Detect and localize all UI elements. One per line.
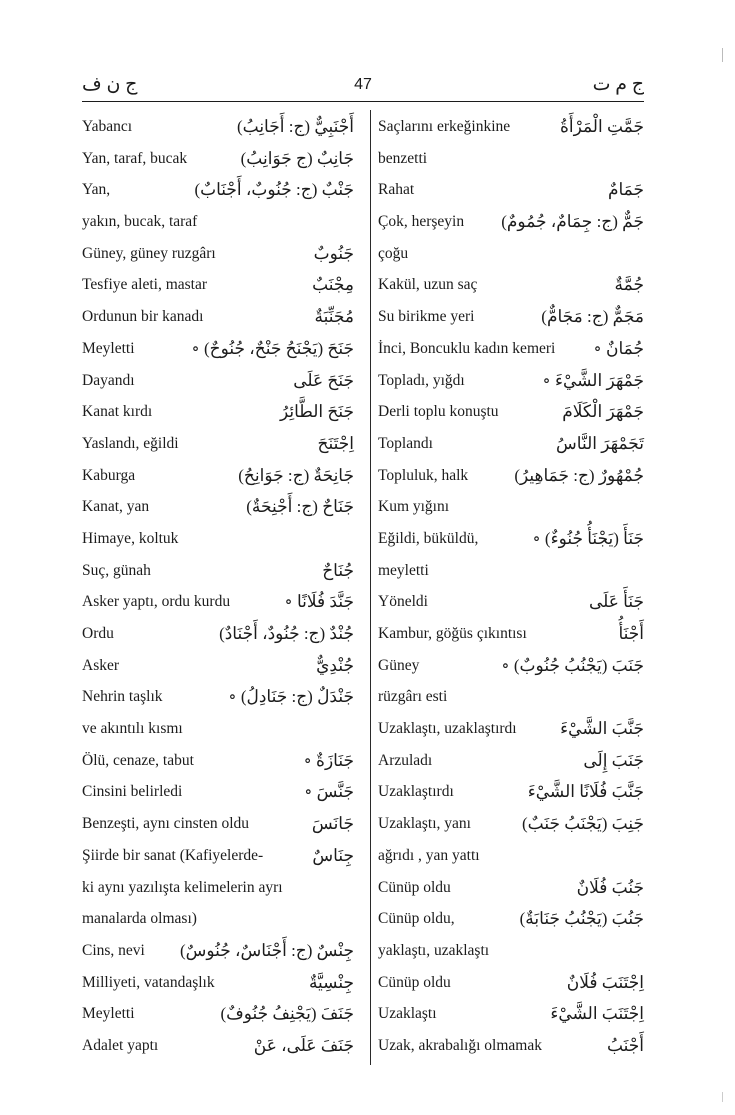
dictionary-entry <box>378 713 644 745</box>
arabic-headword: جَنَفَ (يَجْنِفُ جُنُوفٌ) <box>220 1004 354 1024</box>
dictionary-entry <box>378 111 644 143</box>
arabic-headword: جَنِبَ (يَجْنَبُ جَنَبٌ) <box>521 814 644 834</box>
arabic-headword: جَنَّدَ فُلَانًا ∘ <box>284 592 354 612</box>
turkish-meaning: Kanat, yan <box>82 498 150 516</box>
dictionary-entry <box>378 586 644 618</box>
dictionary-entry <box>378 935 644 967</box>
dictionary-entry <box>378 872 644 904</box>
dictionary-entry <box>82 143 354 175</box>
turkish-meaning: Su birikme yeri <box>378 308 475 326</box>
arabic-headword: جَنَاحٌ (ج: أَجْنِحَةٌ) <box>246 497 354 517</box>
arabic-headword: جَانِحَةٌ (ج: جَوَانِحُ) <box>238 465 354 485</box>
left-column <box>82 111 354 1062</box>
turkish-meaning: Meyletti <box>82 1005 135 1023</box>
turkish-meaning: ve akıntılı kısmı <box>82 720 183 738</box>
turkish-meaning: Milliyeti, vatandaşlık <box>82 973 215 991</box>
dictionary-entry <box>82 238 354 270</box>
dictionary-entry <box>82 650 354 682</box>
turkish-meaning: Himaye, koltuk <box>82 529 179 547</box>
arabic-headword: أَجْنَأُ <box>618 624 644 643</box>
dictionary-entry <box>378 523 644 555</box>
arabic-headword: جَنَحَ (يَجْنَحُ جَنْحٌ، جُنُوحٌ) ∘ <box>191 338 354 358</box>
turkish-meaning: Nehrin taşlık <box>82 688 163 706</box>
turkish-meaning: Eğildi, büküldü, <box>378 529 479 547</box>
arabic-headword: جُنَاحٌ <box>322 560 354 580</box>
arabic-headword: تَجَمْهَرَ النَّاسُ <box>556 433 644 453</box>
turkish-meaning: Yabancı <box>82 118 133 135</box>
dictionary-entry <box>82 967 354 999</box>
arabic-headword: جُمْهُورٌ (ج: جَمَاهِيرُ) <box>514 465 644 485</box>
dictionary-entry <box>378 840 644 872</box>
arabic-headword: جُنْدٌ (ج: جُنُودٌ، أَجْنَادٌ) <box>219 624 354 643</box>
arabic-headword: جَنَفَ عَلَى، عَنْ <box>253 1035 354 1055</box>
arabic-headword: جُنْدِيٌّ <box>316 655 354 675</box>
dictionary-entry <box>378 903 644 935</box>
dictionary-entry <box>82 808 354 840</box>
header-right-letters: ج م ت <box>592 74 644 95</box>
arabic-headword: اِجْتَنَبَ فُلَانٌ <box>566 972 644 992</box>
turkish-meaning: Cins, nevi <box>82 941 145 959</box>
right-column <box>378 111 644 1062</box>
turkish-meaning: Ordunun bir kanadı <box>82 308 204 326</box>
turkish-meaning: Asker yaptı, ordu kurdu <box>82 593 231 611</box>
turkish-meaning: Topladı, yığdı <box>378 371 465 389</box>
arabic-headword: اِجْتَنَبَ الشَّيْءَ <box>550 1004 644 1024</box>
dictionary-entry <box>82 713 354 745</box>
dictionary-entry <box>82 460 354 492</box>
dictionary-entry <box>378 206 644 238</box>
turkish-meaning: Güney, güney ruzgârı <box>82 244 216 262</box>
turkish-meaning: Tesfiye aleti, mastar <box>82 276 208 294</box>
turkish-meaning: Kakül, uzun saç <box>378 276 478 294</box>
dictionary-entry <box>378 808 644 840</box>
turkish-meaning: Topluluk, halk <box>378 466 469 484</box>
turkish-meaning: Kanat kırdı <box>82 403 153 421</box>
dictionary-entry <box>82 872 354 904</box>
turkish-meaning: meyletti <box>378 561 429 579</box>
arabic-headword: جَنَأَ عَلَى <box>588 592 644 612</box>
arabic-headword: مَجَمٌّ (ج: مَجَامٌّ) <box>541 307 644 327</box>
turkish-meaning: Cinsini belirledi <box>82 783 183 801</box>
dictionary-entry <box>82 301 354 333</box>
turkish-meaning: Yan, <box>82 181 111 199</box>
turkish-meaning: Toplandı <box>378 434 433 452</box>
arabic-headword: جَمْهَرَ الشَّيْءَ ∘ <box>542 370 644 390</box>
dictionary-entry <box>378 776 644 808</box>
dictionary-entry <box>82 111 354 143</box>
dictionary-entry <box>378 998 644 1030</box>
dictionary-entry <box>378 428 644 460</box>
dictionary-entry <box>82 206 354 238</box>
turkish-meaning: Suç, günah <box>82 561 151 579</box>
dictionary-entry <box>378 365 644 397</box>
arabic-headword: جَنَازَةٌ ∘ <box>303 750 354 770</box>
dictionary-entry <box>378 681 644 713</box>
dictionary-entry <box>82 903 354 935</box>
arabic-headword: جَمْهَرَ الْكَلَامَ <box>562 402 644 422</box>
page-number: 47 <box>354 76 372 93</box>
turkish-meaning: Dayandı <box>82 371 135 389</box>
arabic-headword: جَنْبٌ (ج: جُنُوبٌ، أَجْنَابٌ) <box>194 180 354 200</box>
dictionary-entry <box>378 650 644 682</box>
arabic-headword: جُمَّةٌ <box>614 275 644 295</box>
arabic-headword: جَمَّتِ الْمَرْأَةُ <box>559 117 644 136</box>
dictionary-entry <box>82 935 354 967</box>
turkish-meaning: yaklaştı, uzaklaştı <box>378 941 490 959</box>
arabic-headword: أَجْنَبُ <box>606 1035 644 1055</box>
arabic-headword: جِنَاسٌ <box>312 845 354 865</box>
turkish-meaning: manalarda olması) <box>82 910 197 928</box>
arabic-headword: جَنَحَ عَلَى <box>293 370 354 390</box>
scan-edge-mark <box>722 1092 723 1102</box>
column-divider <box>370 110 371 1065</box>
dictionary-entry <box>82 365 354 397</box>
turkish-meaning: Kaburga <box>82 466 136 484</box>
arabic-headword: مُجَنِّبَةٌ <box>314 307 354 327</box>
dictionary-entry <box>82 618 354 650</box>
dictionary-entry <box>378 745 644 777</box>
header-left-letters: ج ن ف <box>82 74 138 95</box>
turkish-meaning: Meyletti <box>82 339 135 357</box>
turkish-meaning: rüzgârı esti <box>378 688 448 706</box>
arabic-headword: اِجْتَنَحَ <box>317 433 354 453</box>
dictionary-entry <box>378 967 644 999</box>
arabic-headword: جَنُوبٌ <box>313 243 354 263</box>
turkish-meaning: Cünüp oldu <box>378 973 451 991</box>
turkish-meaning: İnci, Boncuklu kadın kemeri <box>378 339 556 357</box>
turkish-meaning: Rahat <box>378 181 415 199</box>
turkish-meaning: Uzak, akrabalığı olmamak <box>378 1036 542 1054</box>
turkish-meaning: Yaslandı, eğildi <box>82 434 179 452</box>
dictionary-entry <box>82 555 354 587</box>
dictionary-entry <box>82 428 354 460</box>
dictionary-entry <box>378 618 644 650</box>
arabic-headword: أَجْنَبِيٌّ (ج: أَجَانِبُ) <box>236 117 354 136</box>
turkish-meaning: Kum yığını <box>378 498 450 516</box>
arabic-headword: جَانَسَ <box>311 814 354 834</box>
dictionary-entry <box>378 555 644 587</box>
dictionary-entry <box>378 238 644 270</box>
turkish-meaning: Çok, herşeyin <box>378 213 465 231</box>
turkish-meaning: Uzaklaştı, uzaklaştırdı <box>378 720 517 738</box>
dictionary-entry <box>378 491 644 523</box>
dictionary-entry <box>82 269 354 301</box>
turkish-meaning: Yan, taraf, bucak <box>82 149 188 167</box>
turkish-meaning: Saçlarını erkeğinkine <box>378 118 511 135</box>
header-rule <box>82 101 644 102</box>
dictionary-entry <box>82 840 354 872</box>
dictionary-entry <box>82 681 354 713</box>
page-header <box>82 72 644 98</box>
arabic-headword: جَنُبَ (يَجْنُبُ جَنَابَةٌ) <box>519 909 644 929</box>
arabic-headword: جَمَامٌ <box>607 180 644 200</box>
turkish-meaning: ağrıdı , yan yattı <box>378 846 480 864</box>
arabic-headword: جَنَأَ (يَجْنَأُ جُنُوءٌ) ∘ <box>532 528 644 548</box>
dictionary-entry <box>378 174 644 206</box>
arabic-headword: جَنَّبَ فُلَانًا الشَّيْءَ <box>527 782 644 802</box>
arabic-headword: جَنَبَ إِلَى <box>583 750 644 770</box>
arabic-headword: جِنْسٌ (ج: أَجْنَاسٌ، جُنُوسٌ) <box>179 940 354 960</box>
dictionary-entry <box>82 586 354 618</box>
turkish-meaning: Benzeşti, aynı cinsten oldu <box>82 815 250 833</box>
turkish-meaning: Ordu <box>82 625 114 642</box>
turkish-meaning: Derli toplu konuştu <box>378 403 499 421</box>
arabic-headword: جَنَبَ (يَجْنُبُ جُنُوبٌ) ∘ <box>501 655 644 675</box>
turkish-meaning: çoğu <box>378 244 409 262</box>
scan-edge-mark <box>722 48 723 62</box>
dictionary-entry <box>82 174 354 206</box>
arabic-headword: مِجْنَبٌ <box>312 275 354 295</box>
dictionary-entry <box>378 301 644 333</box>
dictionary-entry <box>82 998 354 1030</box>
dictionary-entry <box>82 333 354 365</box>
arabic-headword: جَمٌّ (ج: جِمَامٌ، جُمُومٌ) <box>501 212 644 232</box>
dictionary-entry <box>378 1030 644 1062</box>
dictionary-entry <box>82 491 354 523</box>
turkish-meaning: Arzuladı <box>378 751 433 769</box>
turkish-meaning: ki aynı yazılışta kelimelerin ayrı <box>82 878 283 896</box>
arabic-headword: جَنَحَ الطَّائِرُ <box>279 402 354 422</box>
arabic-headword: جَنَّبَ الشَّيْءَ <box>560 719 644 739</box>
turkish-meaning: Adalet yaptı <box>82 1036 159 1054</box>
turkish-meaning: yakın, bucak, taraf <box>82 213 198 231</box>
arabic-headword: جُمَانٌ ∘ <box>593 338 644 358</box>
dictionary-entry <box>378 396 644 428</box>
dictionary-entry <box>82 1030 354 1062</box>
turkish-meaning: Asker <box>82 656 120 674</box>
dictionary-entry <box>82 396 354 428</box>
turkish-meaning: Uzaklaştı, yanı <box>378 815 471 833</box>
dictionary-entry <box>378 333 644 365</box>
turkish-meaning: benzetti <box>378 149 428 167</box>
arabic-headword: جِنْسِيَّةٌ <box>308 972 354 992</box>
arabic-headword: جَانِبٌ (ج جَوَانِبُ) <box>240 148 354 168</box>
dictionary-entry <box>378 269 644 301</box>
turkish-meaning: Uzaklaştı <box>378 1005 437 1023</box>
dictionary-entry <box>82 776 354 808</box>
turkish-meaning: Cünüp oldu, <box>378 910 455 928</box>
arabic-headword: جَنَّسَ ∘ <box>304 782 354 802</box>
turkish-meaning: Cünüp oldu <box>378 878 451 896</box>
arabic-headword: جَنُبَ فُلَانٌ <box>576 877 644 897</box>
dictionary-entry <box>378 460 644 492</box>
dictionary-entry <box>82 523 354 555</box>
dictionary-entry <box>378 143 644 175</box>
dictionary-entry <box>82 745 354 777</box>
turkish-meaning: Ölü, cenaze, tabut <box>82 751 194 769</box>
turkish-meaning: Yöneldi <box>378 593 428 611</box>
turkish-meaning: Şiirde bir sanat (Kafiyelerde- <box>82 846 264 864</box>
arabic-headword: جَنْدَلٌ (ج: جَنَادِلُ) ∘ <box>228 687 354 707</box>
turkish-meaning: Uzaklaştırdı <box>378 783 454 801</box>
turkish-meaning: Güney <box>378 656 420 674</box>
turkish-meaning: Kambur, göğüs çıkıntısı <box>378 625 527 642</box>
